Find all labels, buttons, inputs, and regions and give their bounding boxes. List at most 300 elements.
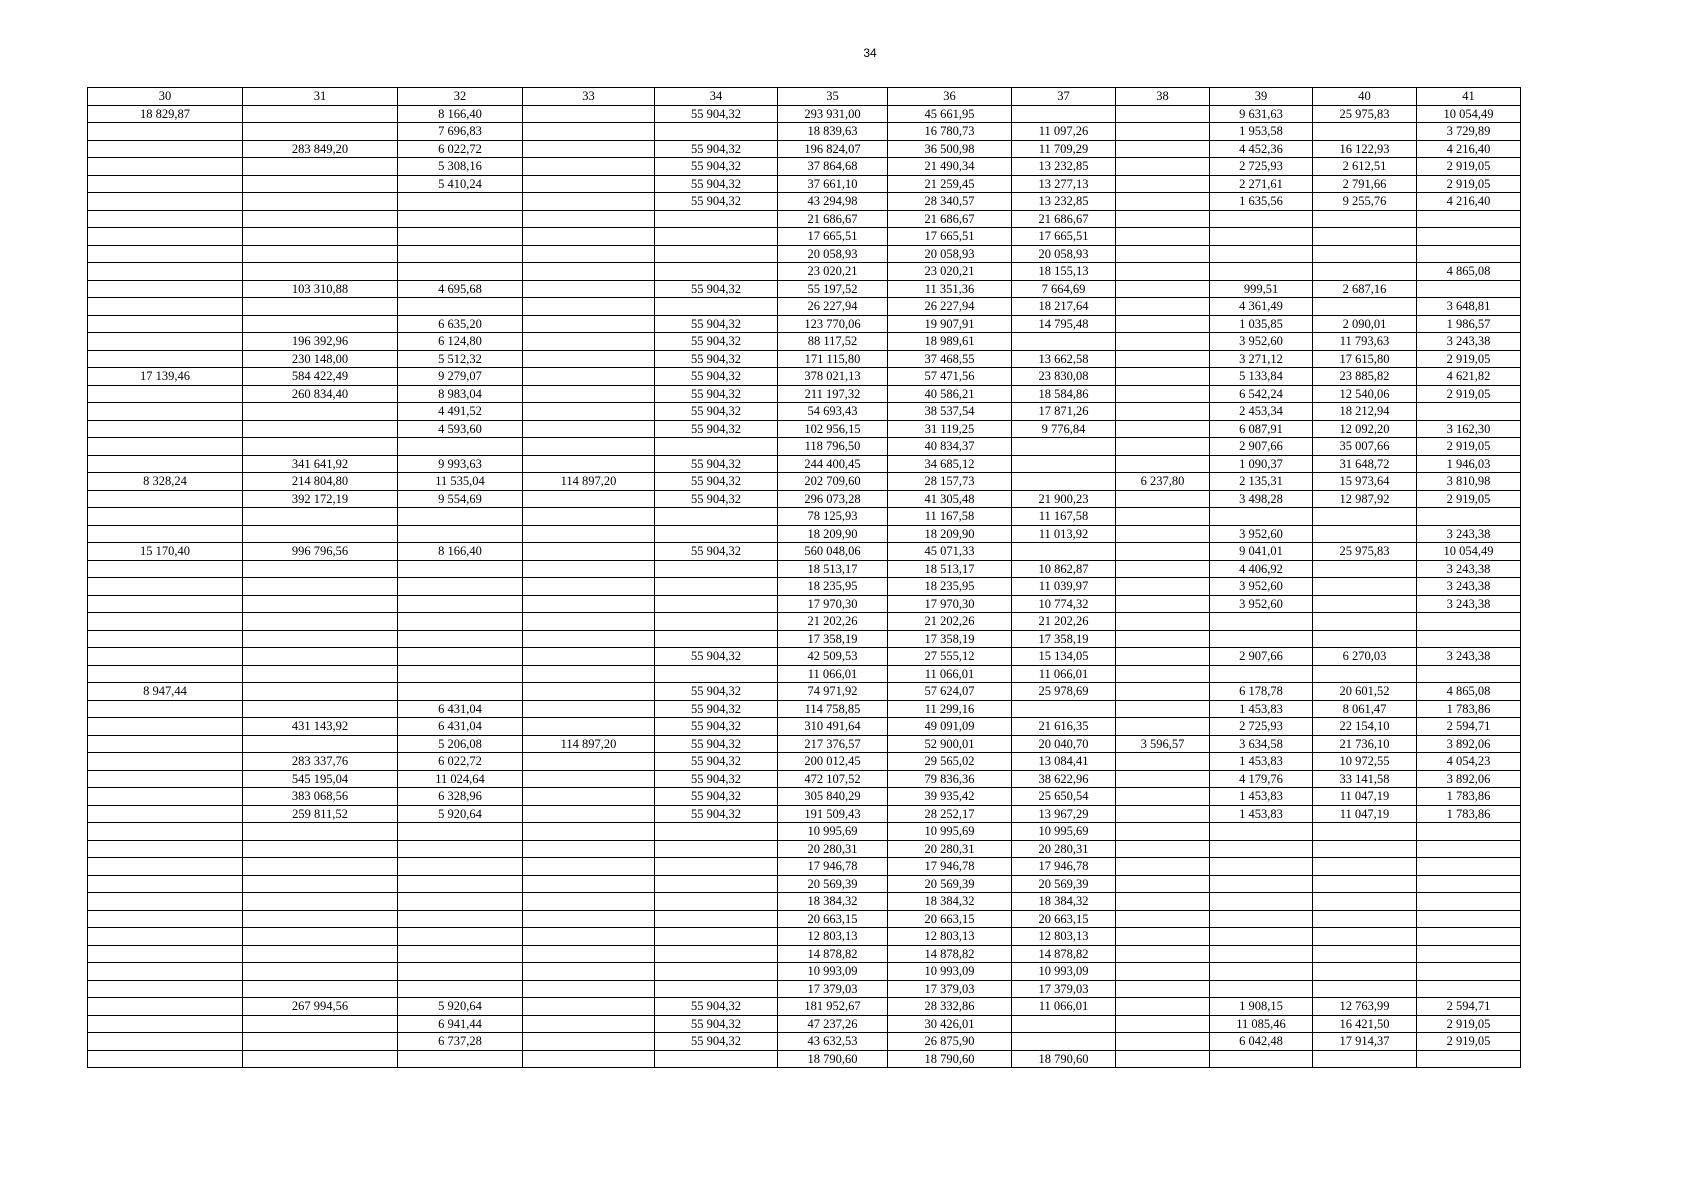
table-cell: 43 632,53 bbox=[778, 1033, 888, 1051]
table-cell bbox=[88, 980, 243, 998]
table-cell: 102 956,15 bbox=[778, 420, 888, 438]
table-cell bbox=[655, 245, 778, 263]
table-row bbox=[88, 683, 1521, 701]
table-cell: 17 946,78 bbox=[888, 858, 1012, 876]
table-cell bbox=[1210, 1050, 1313, 1068]
table-cell bbox=[523, 298, 655, 316]
table-cell: 3 498,28 bbox=[1210, 490, 1313, 508]
table-cell bbox=[523, 805, 655, 823]
table-cell bbox=[1116, 525, 1210, 543]
table-cell: 2 919,05 bbox=[1417, 158, 1521, 176]
table-cell bbox=[88, 315, 243, 333]
table-cell bbox=[1313, 560, 1417, 578]
table-row bbox=[88, 228, 1521, 246]
table-row bbox=[88, 718, 1521, 736]
table-cell: 25 975,83 bbox=[1313, 543, 1417, 561]
table-cell bbox=[88, 823, 243, 841]
table-cell: 11 351,36 bbox=[888, 280, 1012, 298]
table-cell bbox=[1313, 910, 1417, 928]
table-cell: 20 058,93 bbox=[888, 245, 1012, 263]
table-cell: 123 770,06 bbox=[778, 315, 888, 333]
table-cell bbox=[523, 158, 655, 176]
table-cell: 6 022,72 bbox=[398, 140, 523, 158]
table-cell: 55 904,32 bbox=[655, 420, 778, 438]
table-cell bbox=[398, 578, 523, 596]
table-cell bbox=[1116, 753, 1210, 771]
table-cell: 57 624,07 bbox=[888, 683, 1012, 701]
table-cell bbox=[1313, 123, 1417, 141]
table-cell: 55 904,32 bbox=[655, 140, 778, 158]
table-cell: 27 555,12 bbox=[888, 648, 1012, 666]
column-header: 30 bbox=[88, 88, 243, 106]
table-cell: 5 920,64 bbox=[398, 805, 523, 823]
table-cell: 4 695,68 bbox=[398, 280, 523, 298]
table-cell: 16 122,93 bbox=[1313, 140, 1417, 158]
table-cell: 3 243,38 bbox=[1417, 648, 1521, 666]
table-cell: 10 995,69 bbox=[778, 823, 888, 841]
table-cell: 4 216,40 bbox=[1417, 140, 1521, 158]
table-cell bbox=[88, 998, 243, 1016]
table-cell: 1 035,85 bbox=[1210, 315, 1313, 333]
table-cell: 17 358,19 bbox=[1012, 630, 1116, 648]
table-cell: 8 947,44 bbox=[88, 683, 243, 701]
table-cell: 21 616,35 bbox=[1012, 718, 1116, 736]
table-cell bbox=[1116, 840, 1210, 858]
table-cell bbox=[243, 175, 398, 193]
table-cell bbox=[523, 1015, 655, 1033]
table-cell: 3 648,81 bbox=[1417, 298, 1521, 316]
table-cell bbox=[1313, 928, 1417, 946]
table-cell: 55 904,32 bbox=[655, 648, 778, 666]
table-cell: 4 491,52 bbox=[398, 403, 523, 421]
table-cell bbox=[88, 840, 243, 858]
table-cell bbox=[88, 455, 243, 473]
table-cell: 18 790,60 bbox=[778, 1050, 888, 1068]
table-cell: 17 615,80 bbox=[1313, 350, 1417, 368]
table-cell bbox=[523, 630, 655, 648]
table-cell: 999,51 bbox=[1210, 280, 1313, 298]
table-cell: 114 897,20 bbox=[523, 473, 655, 491]
table-cell: 472 107,52 bbox=[778, 770, 888, 788]
table-cell: 545 195,04 bbox=[243, 770, 398, 788]
table-cell bbox=[1417, 823, 1521, 841]
table-cell bbox=[1116, 963, 1210, 981]
table-cell: 4 406,92 bbox=[1210, 560, 1313, 578]
table-cell bbox=[1417, 928, 1521, 946]
table-cell bbox=[88, 508, 243, 526]
table-cell: 21 686,67 bbox=[1012, 210, 1116, 228]
table-cell bbox=[1012, 105, 1116, 123]
page-number: 34 bbox=[863, 46, 877, 60]
table-cell bbox=[88, 123, 243, 141]
table-cell bbox=[243, 1033, 398, 1051]
table-cell bbox=[1116, 700, 1210, 718]
table-cell bbox=[243, 263, 398, 281]
table-cell: 383 068,56 bbox=[243, 788, 398, 806]
table-cell bbox=[243, 613, 398, 631]
table-cell bbox=[1116, 263, 1210, 281]
table-cell: 13 277,13 bbox=[1012, 175, 1116, 193]
table-cell: 2 725,93 bbox=[1210, 718, 1313, 736]
table-cell bbox=[1012, 1033, 1116, 1051]
table-cell bbox=[243, 893, 398, 911]
table-cell bbox=[88, 298, 243, 316]
table-cell bbox=[1313, 245, 1417, 263]
table-cell bbox=[1116, 893, 1210, 911]
table-row bbox=[88, 578, 1521, 596]
table-cell: 2 919,05 bbox=[1417, 490, 1521, 508]
table-cell: 18 217,64 bbox=[1012, 298, 1116, 316]
table-cell bbox=[88, 578, 243, 596]
table-cell: 13 232,85 bbox=[1012, 193, 1116, 211]
table-cell: 211 197,32 bbox=[778, 385, 888, 403]
table-row bbox=[88, 280, 1521, 298]
table-cell bbox=[1210, 210, 1313, 228]
table-cell: 17 139,46 bbox=[88, 368, 243, 386]
table-cell bbox=[1116, 508, 1210, 526]
table-cell: 37 661,10 bbox=[778, 175, 888, 193]
table-cell: 14 878,82 bbox=[778, 945, 888, 963]
table-cell bbox=[655, 578, 778, 596]
table-cell: 55 904,32 bbox=[655, 175, 778, 193]
table-cell: 13 084,41 bbox=[1012, 753, 1116, 771]
table-cell bbox=[523, 788, 655, 806]
table-cell bbox=[1012, 455, 1116, 473]
table-cell: 21 202,26 bbox=[1012, 613, 1116, 631]
table-cell: 6 542,24 bbox=[1210, 385, 1313, 403]
table-cell bbox=[243, 630, 398, 648]
table-cell: 6 087,91 bbox=[1210, 420, 1313, 438]
table-cell bbox=[1313, 630, 1417, 648]
table-cell bbox=[1116, 945, 1210, 963]
table-cell: 12 092,20 bbox=[1313, 420, 1417, 438]
table-cell bbox=[88, 613, 243, 631]
table-cell bbox=[1116, 980, 1210, 998]
table-cell bbox=[398, 525, 523, 543]
table-cell bbox=[88, 875, 243, 893]
table-cell: 15 170,40 bbox=[88, 543, 243, 561]
table-cell bbox=[1313, 595, 1417, 613]
table-row bbox=[88, 490, 1521, 508]
table-cell: 17 358,19 bbox=[778, 630, 888, 648]
table-cell: 1 635,56 bbox=[1210, 193, 1313, 211]
table-row bbox=[88, 525, 1521, 543]
table-cell: 20 280,31 bbox=[888, 840, 1012, 858]
table-cell: 14 878,82 bbox=[1012, 945, 1116, 963]
table-cell: 17 358,19 bbox=[888, 630, 1012, 648]
table-cell bbox=[523, 683, 655, 701]
table-cell bbox=[88, 175, 243, 193]
table-cell: 55 904,32 bbox=[655, 735, 778, 753]
table-row bbox=[88, 858, 1521, 876]
table-cell bbox=[1116, 648, 1210, 666]
table-cell: 283 849,20 bbox=[243, 140, 398, 158]
table-cell bbox=[243, 980, 398, 998]
table-cell bbox=[398, 840, 523, 858]
table-cell: 18 513,17 bbox=[888, 560, 1012, 578]
table-cell: 4 179,76 bbox=[1210, 770, 1313, 788]
table-cell: 2 919,05 bbox=[1417, 1033, 1521, 1051]
table-cell: 55 904,32 bbox=[655, 753, 778, 771]
table-row bbox=[88, 753, 1521, 771]
table-cell bbox=[1313, 1050, 1417, 1068]
table-cell bbox=[1417, 910, 1521, 928]
table-cell: 20 569,39 bbox=[888, 875, 1012, 893]
table-cell: 2 453,34 bbox=[1210, 403, 1313, 421]
table-cell: 55 904,32 bbox=[655, 998, 778, 1016]
table-cell: 4 361,49 bbox=[1210, 298, 1313, 316]
table-cell bbox=[88, 193, 243, 211]
table-cell bbox=[1417, 665, 1521, 683]
table-cell: 2 919,05 bbox=[1417, 438, 1521, 456]
table-cell: 40 834,37 bbox=[888, 438, 1012, 456]
table-cell bbox=[1210, 840, 1313, 858]
table-cell bbox=[1417, 858, 1521, 876]
table-cell bbox=[655, 665, 778, 683]
table-cell bbox=[88, 648, 243, 666]
table-cell bbox=[88, 245, 243, 263]
table-cell bbox=[1116, 455, 1210, 473]
table-cell bbox=[1313, 893, 1417, 911]
table-cell: 5 920,64 bbox=[398, 998, 523, 1016]
table-cell bbox=[1313, 840, 1417, 858]
table-cell bbox=[88, 210, 243, 228]
table-cell: 431 143,92 bbox=[243, 718, 398, 736]
table-cell bbox=[523, 700, 655, 718]
table-cell: 23 020,21 bbox=[888, 263, 1012, 281]
table-cell bbox=[655, 823, 778, 841]
table-cell: 10 054,49 bbox=[1417, 543, 1521, 561]
table-cell bbox=[1116, 420, 1210, 438]
column-header: 31 bbox=[243, 88, 398, 106]
table-cell bbox=[398, 1050, 523, 1068]
table-cell: 14 795,48 bbox=[1012, 315, 1116, 333]
table-cell: 9 554,69 bbox=[398, 490, 523, 508]
table-cell: 28 340,57 bbox=[888, 193, 1012, 211]
table-cell: 20 569,39 bbox=[1012, 875, 1116, 893]
table-cell: 3 729,89 bbox=[1417, 123, 1521, 141]
table-cell bbox=[1210, 508, 1313, 526]
table-cell bbox=[1313, 980, 1417, 998]
table-cell bbox=[243, 508, 398, 526]
table-cell bbox=[1417, 1050, 1521, 1068]
table-cell: 114 897,20 bbox=[523, 735, 655, 753]
table-cell bbox=[655, 438, 778, 456]
table-cell: 18 384,32 bbox=[778, 893, 888, 911]
table-cell bbox=[88, 788, 243, 806]
table-cell bbox=[523, 613, 655, 631]
table-cell: 8 061,47 bbox=[1313, 700, 1417, 718]
table-cell: 3 243,38 bbox=[1417, 333, 1521, 351]
table-cell: 35 007,66 bbox=[1313, 438, 1417, 456]
table-row bbox=[88, 998, 1521, 1016]
table-cell: 11 167,58 bbox=[1012, 508, 1116, 526]
table-cell: 43 294,98 bbox=[778, 193, 888, 211]
table-cell: 341 641,92 bbox=[243, 455, 398, 473]
table-cell bbox=[88, 1050, 243, 1068]
table-cell: 584 422,49 bbox=[243, 368, 398, 386]
table-cell: 6 237,80 bbox=[1116, 473, 1210, 491]
table-cell: 14 878,82 bbox=[888, 945, 1012, 963]
table-cell bbox=[398, 595, 523, 613]
table-cell: 2 919,05 bbox=[1417, 385, 1521, 403]
table-cell bbox=[88, 928, 243, 946]
table-cell bbox=[1116, 910, 1210, 928]
table-cell: 12 540,06 bbox=[1313, 385, 1417, 403]
table-cell: 55 904,32 bbox=[655, 455, 778, 473]
table-cell bbox=[88, 1033, 243, 1051]
table-cell bbox=[1313, 945, 1417, 963]
table-cell bbox=[655, 630, 778, 648]
table-row bbox=[88, 1050, 1521, 1068]
table-cell: 25 975,83 bbox=[1313, 105, 1417, 123]
table-cell: 18 209,90 bbox=[778, 525, 888, 543]
table-cell bbox=[1313, 298, 1417, 316]
table-cell: 11 097,26 bbox=[1012, 123, 1116, 141]
table-cell bbox=[1116, 490, 1210, 508]
table-row bbox=[88, 788, 1521, 806]
table-cell: 11 066,01 bbox=[778, 665, 888, 683]
table-cell bbox=[88, 963, 243, 981]
table-cell: 26 227,94 bbox=[778, 298, 888, 316]
table-cell bbox=[88, 490, 243, 508]
table-cell: 4 216,40 bbox=[1417, 193, 1521, 211]
table-cell: 11 024,64 bbox=[398, 770, 523, 788]
table-cell: 34 685,12 bbox=[888, 455, 1012, 473]
table-cell: 55 904,32 bbox=[655, 350, 778, 368]
table-cell bbox=[1116, 140, 1210, 158]
table-cell: 3 243,38 bbox=[1417, 595, 1521, 613]
table-cell bbox=[243, 420, 398, 438]
table-cell bbox=[655, 595, 778, 613]
table-cell: 18 839,63 bbox=[778, 123, 888, 141]
table-cell bbox=[523, 595, 655, 613]
table-cell bbox=[243, 963, 398, 981]
table-cell: 3 243,38 bbox=[1417, 578, 1521, 596]
table-cell: 3 243,38 bbox=[1417, 560, 1521, 578]
table-cell bbox=[655, 560, 778, 578]
table-cell bbox=[398, 438, 523, 456]
table-cell bbox=[398, 980, 523, 998]
table-cell: 7 664,69 bbox=[1012, 280, 1116, 298]
table-cell: 196 824,07 bbox=[778, 140, 888, 158]
table-cell bbox=[1116, 875, 1210, 893]
table-cell: 11 013,92 bbox=[1012, 525, 1116, 543]
table-cell bbox=[1116, 350, 1210, 368]
column-header: 40 bbox=[1313, 88, 1417, 106]
table-cell: 6 178,78 bbox=[1210, 683, 1313, 701]
table-cell: 5 206,08 bbox=[398, 735, 523, 753]
table-row bbox=[88, 123, 1521, 141]
table-cell: 2 687,16 bbox=[1313, 280, 1417, 298]
table-cell bbox=[88, 893, 243, 911]
table-cell bbox=[1012, 700, 1116, 718]
table-cell: 55 904,32 bbox=[655, 280, 778, 298]
table-cell bbox=[1210, 893, 1313, 911]
table-cell: 11 047,19 bbox=[1313, 788, 1417, 806]
table-cell: 202 709,60 bbox=[778, 473, 888, 491]
table-cell: 6 328,96 bbox=[398, 788, 523, 806]
table-cell bbox=[243, 578, 398, 596]
table-cell bbox=[655, 893, 778, 911]
table-cell bbox=[523, 123, 655, 141]
table-cell: 9 255,76 bbox=[1313, 193, 1417, 211]
table-cell bbox=[523, 893, 655, 911]
table-row bbox=[88, 140, 1521, 158]
table-cell bbox=[523, 175, 655, 193]
table-cell: 20 058,93 bbox=[778, 245, 888, 263]
table-cell: 7 696,83 bbox=[398, 123, 523, 141]
table-row bbox=[88, 455, 1521, 473]
table-cell bbox=[523, 910, 655, 928]
table-cell bbox=[88, 263, 243, 281]
table-cell: 217 376,57 bbox=[778, 735, 888, 753]
table-cell: 23 830,08 bbox=[1012, 368, 1116, 386]
table-cell bbox=[1012, 543, 1116, 561]
table-cell bbox=[88, 753, 243, 771]
table-cell bbox=[523, 823, 655, 841]
table-cell bbox=[88, 560, 243, 578]
table-cell bbox=[655, 858, 778, 876]
table-cell: 1 783,86 bbox=[1417, 788, 1521, 806]
table-cell: 11 066,01 bbox=[888, 665, 1012, 683]
table-cell bbox=[523, 1050, 655, 1068]
table-cell: 25 978,69 bbox=[1012, 683, 1116, 701]
table-cell: 4 865,08 bbox=[1417, 263, 1521, 281]
table-cell bbox=[523, 210, 655, 228]
table-cell: 3 243,38 bbox=[1417, 525, 1521, 543]
table-cell bbox=[655, 910, 778, 928]
table-cell: 244 400,45 bbox=[778, 455, 888, 473]
table-cell: 2 612,51 bbox=[1313, 158, 1417, 176]
table-cell: 10 993,09 bbox=[1012, 963, 1116, 981]
table-cell: 21 736,10 bbox=[1313, 735, 1417, 753]
table-cell: 1 453,83 bbox=[1210, 753, 1313, 771]
table-cell bbox=[1116, 333, 1210, 351]
table-cell: 28 157,73 bbox=[888, 473, 1012, 491]
table-cell bbox=[243, 1050, 398, 1068]
table-cell bbox=[523, 368, 655, 386]
table-row bbox=[88, 420, 1521, 438]
table-cell bbox=[1417, 945, 1521, 963]
table-cell bbox=[1116, 718, 1210, 736]
table-cell bbox=[88, 333, 243, 351]
table-cell bbox=[398, 858, 523, 876]
table-cell: 17 379,03 bbox=[1012, 980, 1116, 998]
table-cell: 2 594,71 bbox=[1417, 998, 1521, 1016]
table-cell bbox=[655, 980, 778, 998]
table-cell: 18 790,60 bbox=[888, 1050, 1012, 1068]
table-cell: 37 864,68 bbox=[778, 158, 888, 176]
table-cell bbox=[1116, 998, 1210, 1016]
table-cell: 31 648,72 bbox=[1313, 455, 1417, 473]
table-cell bbox=[1116, 928, 1210, 946]
table-cell: 20 601,52 bbox=[1313, 683, 1417, 701]
table-cell bbox=[523, 718, 655, 736]
table-cell: 20 569,39 bbox=[778, 875, 888, 893]
table-cell: 23 885,82 bbox=[1313, 368, 1417, 386]
table-cell bbox=[523, 560, 655, 578]
table-cell bbox=[243, 1015, 398, 1033]
table-cell: 38 622,96 bbox=[1012, 770, 1116, 788]
table-cell: 2 594,71 bbox=[1417, 718, 1521, 736]
table-cell: 55 904,32 bbox=[655, 193, 778, 211]
table-cell: 18 212,94 bbox=[1313, 403, 1417, 421]
table-cell bbox=[398, 963, 523, 981]
table-cell: 21 686,67 bbox=[778, 210, 888, 228]
table-cell bbox=[1313, 963, 1417, 981]
table-cell bbox=[523, 578, 655, 596]
